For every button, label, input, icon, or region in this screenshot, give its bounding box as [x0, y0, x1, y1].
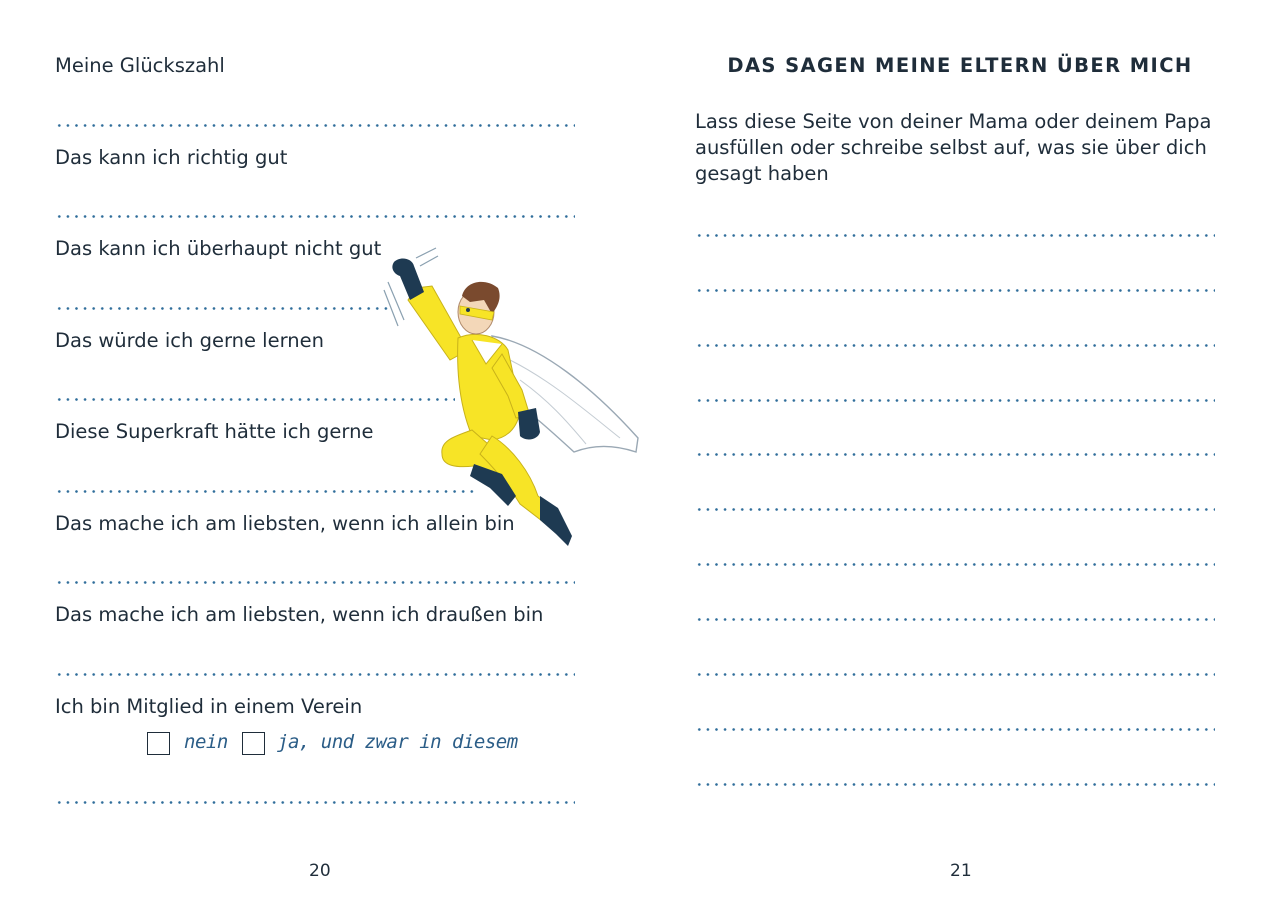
right-page [640, 0, 1280, 908]
answer-line[interactable] [695, 234, 1215, 237]
superhero-illustration [380, 240, 645, 550]
prompt-club-member: Ich bin Mitglied in einem Verein [55, 695, 363, 718]
intro-text: Lass diese Seite von deiner Mama oder deinem Papa ausfüllen oder schreibe selbst auf, was sie über dich gesagt haben [695, 110, 1212, 185]
answer-line[interactable] [695, 508, 1215, 511]
prompt-not-good-at: Das kann ich überhaupt nicht gut [55, 237, 382, 260]
prompt-good-at: Das kann ich richtig gut [55, 146, 288, 169]
hero-boot [540, 496, 572, 546]
prompt-alone: Das mache ich am liebsten, wenn ich allein bin [55, 512, 515, 535]
answer-line[interactable] [695, 399, 1215, 402]
answer-line[interactable] [695, 618, 1215, 621]
prompt-superpower: Diese Superkraft hätte ich gerne [55, 420, 374, 443]
checkbox-no-label: nein [184, 731, 228, 753]
answer-line[interactable] [695, 453, 1215, 456]
hero-eye [466, 308, 470, 312]
checkbox-yes[interactable] [242, 732, 265, 755]
answer-line[interactable] [695, 728, 1215, 731]
page-number-left: 20 [309, 861, 331, 881]
prompt-want-to-learn: Das würde ich gerne lernen [55, 329, 324, 352]
prompt-outside: Das mache ich am liebsten, wenn ich draußen bin [55, 603, 544, 626]
motion-line [388, 282, 404, 320]
answer-line-alone[interactable] [55, 581, 575, 584]
hero-glove [392, 259, 424, 300]
answer-line-club[interactable] [55, 801, 575, 804]
answer-line[interactable] [695, 289, 1215, 292]
checkbox-yes-label: ja, und zwar in diesem [277, 731, 518, 753]
page-title: DAS SAGEN MEINE ELTERN ÜBER MICH [727, 54, 1193, 77]
checkbox-no[interactable] [147, 732, 170, 755]
hero-glove [518, 408, 540, 439]
answer-line[interactable] [695, 783, 1215, 786]
motion-line [384, 290, 398, 326]
answer-line-outside[interactable] [55, 673, 575, 676]
answer-line[interactable] [695, 563, 1215, 566]
page-number-right: 21 [950, 861, 972, 881]
motion-line [416, 248, 436, 258]
answer-line[interactable] [695, 344, 1215, 347]
answer-line-good-at[interactable] [55, 215, 575, 218]
answer-line-not-good-at[interactable] [55, 307, 390, 310]
motion-line [420, 256, 438, 266]
answer-line[interactable] [695, 673, 1215, 676]
answer-line-lucky-number[interactable] [55, 124, 575, 127]
prompt-lucky-number: Meine Glückszahl [55, 54, 225, 77]
